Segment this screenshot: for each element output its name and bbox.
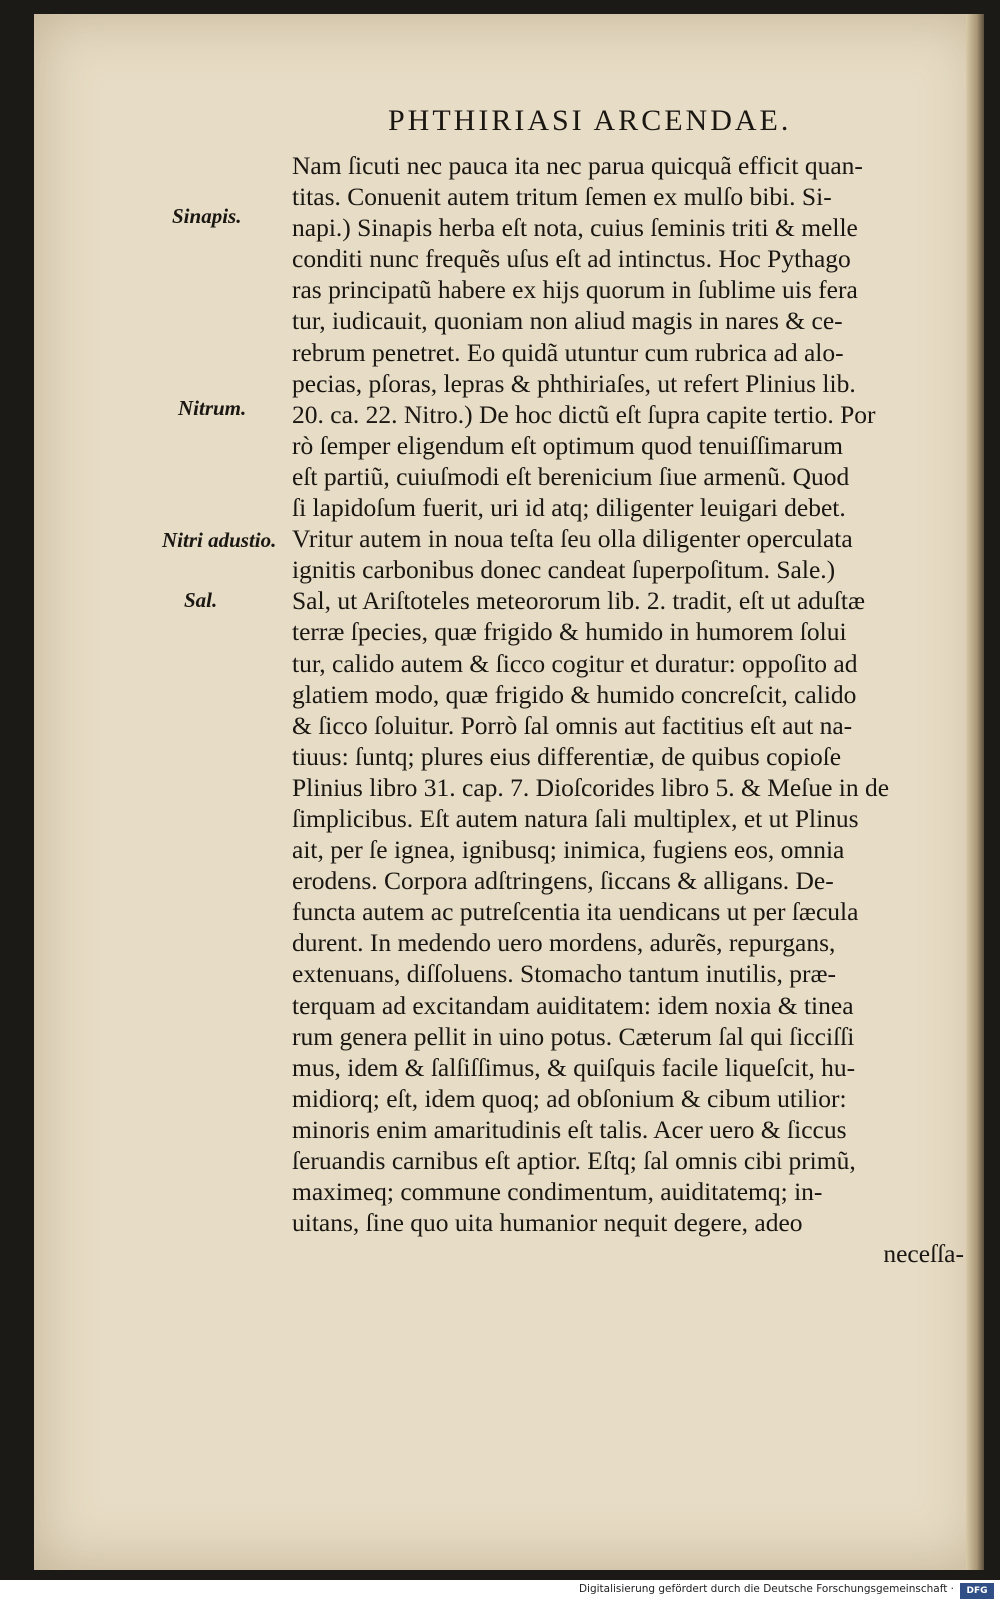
text-line: conditi nunc frequẽs uſus eſt ad intinctus. Hoc Pythago bbox=[292, 244, 851, 274]
text-line: extenuans, diſſoluens. Stomacho tantum inutilis, præ- bbox=[292, 959, 836, 989]
text-line: midiorq; eſt, idem quoq; ad obſonium & cibum utilior: bbox=[292, 1083, 847, 1113]
text-line: ras principatũ habere ex hijs quorum in ſublime uis fera bbox=[292, 275, 858, 305]
text-line: ſi lapidoſum fuerit, uri id atq; diligenter leuigari debet. bbox=[292, 493, 846, 523]
text-line: 20. ca. 22. Nitro.) De hoc dictũ eſt ſupra capite tertio. Por bbox=[292, 399, 876, 429]
text-line: pecias, pſoras, lepras & phthiriaſes, ut refert Plinius lib. bbox=[292, 368, 856, 398]
text-line: eſt partiũ, cuiuſmodi eſt berenicium ſiue armenũ. Quod bbox=[292, 461, 850, 491]
page-edge bbox=[966, 14, 984, 1570]
text-line: & ſicco ſoluitur. Porrò ſal omnis aut factitius eſt aut na- bbox=[292, 710, 853, 740]
text-line: titas. Conuenit autem tritum ſemen ex mulſo bibi. Si- bbox=[292, 182, 832, 212]
text-line: ignitis carbonibus donec candeat ſuperpoſitum. Sale.) bbox=[292, 555, 836, 585]
text-line: rum genera pellit in uino potus. Cæterum ſal qui ſicciſſi bbox=[292, 1021, 855, 1051]
margin-note-nitrum: Nitrum. bbox=[178, 396, 247, 420]
text-line: uitans, ſine quo uita humanior nequit degere, adeo bbox=[292, 1208, 803, 1238]
running-header: PHTHIRIASI ARCENDAE. bbox=[388, 104, 792, 137]
text-line: rò ſemper eligendum eſt optimum quod tenuiſſimarum bbox=[292, 430, 843, 460]
text-line: functa autem ac putreſcentia ita uendicans ut per ſæcula bbox=[292, 897, 859, 927]
text-line: mus, idem & ſalſiſſimus, & quiſquis facile liqueſcit, hu- bbox=[292, 1052, 856, 1082]
text-line: ſeruandis carnibus eſt aptior. Eſtq; ſal omnis cibi primũ, bbox=[292, 1146, 856, 1175]
text-line: napi.) Sinapis herba eſt nota, cuius ſeminis triti & melle bbox=[292, 213, 858, 243]
text-line: tur, calido autem & ſicco cogitur et duratur: oppoſito ad bbox=[292, 648, 858, 678]
text-line: terquam ad excitandam auiditatem: idem noxia & tinea bbox=[292, 990, 854, 1020]
dfg-logo-icon: DFG bbox=[960, 1583, 994, 1599]
text-line: minoris enim amaritudinis eſt talis. Acer uero & ſiccus bbox=[292, 1114, 847, 1144]
text-line: ſimplicibus. Eſt autem natura ſali multiplex, et ut Plinus bbox=[292, 803, 859, 833]
text-line: Plinius libro 31. cap. 7. Dioſcorides libro 5. & Meſue in de bbox=[292, 772, 890, 802]
footer-credit: Digitalisierung gefördert durch die Deutsche Forschungsgemeinschaft · bbox=[578, 1583, 954, 1595]
text-line: ait, per ſe ignea, ignibusq; inimica, fugiens eos, omnia bbox=[292, 835, 845, 865]
margin-note-sinapis: Sinapis. bbox=[172, 204, 242, 228]
text-line: maximeq; commune condimentum, auiditatemq; in- bbox=[292, 1177, 823, 1207]
text-line: rebrum penetret. Eo quidã utuntur cum rubrica ad alo- bbox=[292, 337, 844, 367]
body-text bbox=[292, 150, 964, 1269]
text-line: erodens. Corpora adſtringens, ſiccans & alligans. De- bbox=[292, 866, 834, 896]
text-line: tur, iudicauit, quoniam non aliud magis in nares & ce- bbox=[292, 306, 843, 336]
text-line: tiuus: ſuntq; plures eius differentiæ, de quibus copioſe bbox=[292, 741, 842, 771]
text-line: glatiem modo, quæ frigido & humido concreſcit, calido bbox=[292, 679, 857, 709]
catchword: neceſſa- bbox=[883, 1239, 964, 1269]
footer-bar bbox=[0, 1580, 1000, 1604]
text-line: Vritur autem in noua teſta ſeu olla diligenter operculata bbox=[292, 524, 853, 554]
margin-note-sal: Sal. bbox=[184, 588, 218, 612]
text-line: Sal, ut Ariſtoteles meteororum lib. 2. tradit, eſt ut aduſtæ bbox=[292, 586, 865, 616]
text-line: Nam ſicuti nec pauca ita nec parua quicquã efficit quan- bbox=[292, 151, 863, 180]
text-line: durent. In medendo uero mordens, adurẽs, repurgans, bbox=[292, 928, 836, 958]
margin-note-nitri-adustio: Nitri adustio. bbox=[162, 528, 277, 552]
text-line: terræ ſpecies, quæ frigido & humido in humorem ſolui bbox=[292, 617, 847, 647]
